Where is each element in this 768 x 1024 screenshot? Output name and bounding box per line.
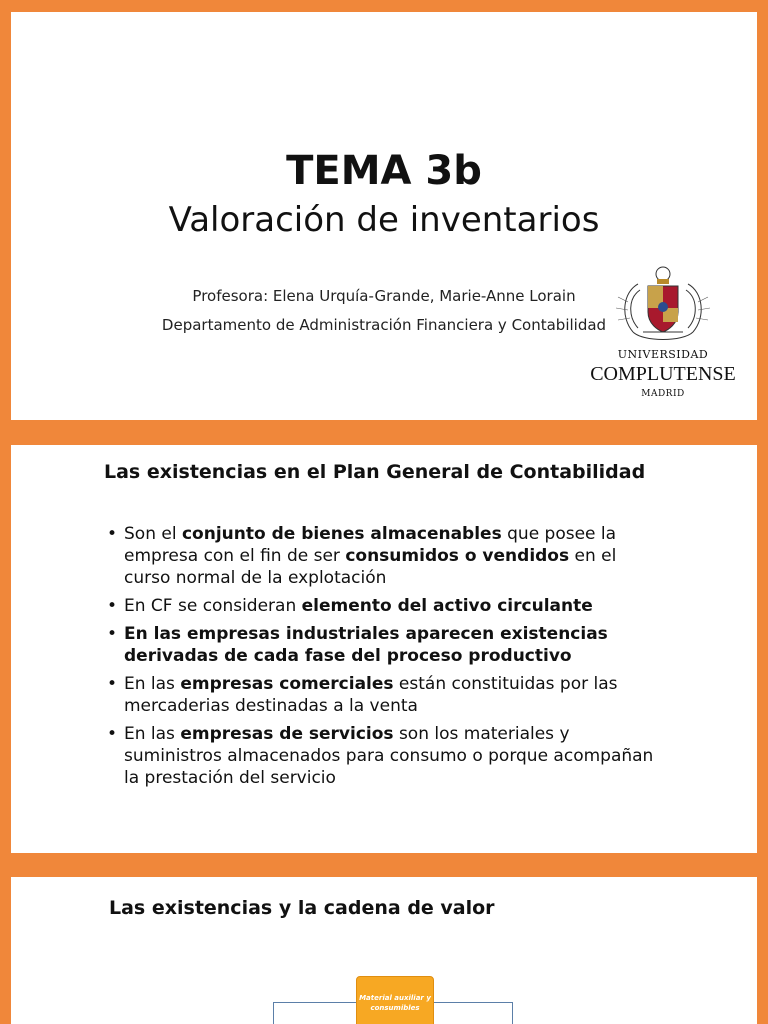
slide-heading: Las existencias en el Plan General de Contabilidad <box>104 461 646 483</box>
bullet-text: En las <box>124 724 181 744</box>
slide-title: TEMA 3b <box>286 148 482 194</box>
bullet-text: en el curso normal de la explotación <box>124 546 617 588</box>
bullet-bold-text: En las empresas industriales aparecen existencias derivadas de cada fase del proceso productivo <box>124 624 608 666</box>
content-slide-value-chain <box>11 877 757 1024</box>
bullet-bold-text: conjunto de bienes almacenables <box>181 524 502 544</box>
logo-line-complutense: COMPLUTENSE <box>590 363 736 385</box>
bullet-text: En CF se consideran <box>124 596 302 616</box>
bullet-bold-text: elemento del activo circulante <box>301 596 593 616</box>
bullet-list <box>107 523 667 795</box>
logo-line-university: UNIVERSIDAD <box>617 348 709 361</box>
slide-subtitle: Valoración de inventarios <box>168 200 600 240</box>
logo-line-madrid: MADRID <box>641 389 685 399</box>
content-slide-pgc <box>11 445 757 853</box>
bullet-item <box>107 673 667 717</box>
bullet-item <box>107 595 667 617</box>
bullet-text: En las <box>124 674 181 694</box>
bullet-bold-text: empresas comerciales <box>180 674 394 694</box>
title-slide <box>11 12 757 420</box>
bullet-bold-text: consumidos o vendidos <box>345 546 570 566</box>
diagram-box-material: Material auxiliar y consumibles <box>356 976 434 1024</box>
bullet-text: son los materiales y suministros almacenados para consumo o porque acompañan la prestación del servicio <box>124 724 654 788</box>
bullet-item <box>107 523 667 589</box>
bullet-text: que posee la empresa con el fin de ser <box>124 524 617 566</box>
department-line: Departamento de Administración Financiera y Contabilidad <box>161 316 607 334</box>
university-crest-icon <box>588 262 738 348</box>
author-line: Profesora: Elena Urquía-Grande, Marie-Anne Lorain <box>192 287 576 305</box>
bullet-item <box>107 623 667 667</box>
slide-heading: Las existencias y la cadena de valor <box>109 897 495 919</box>
bullet-bold-text: empresas de servicios <box>180 724 394 744</box>
bullet-text: Son el <box>124 524 182 544</box>
bullet-item <box>107 723 667 789</box>
university-logo <box>588 262 738 407</box>
bullet-text: están constituidas por las mercaderias destinadas a la venta <box>124 674 618 716</box>
